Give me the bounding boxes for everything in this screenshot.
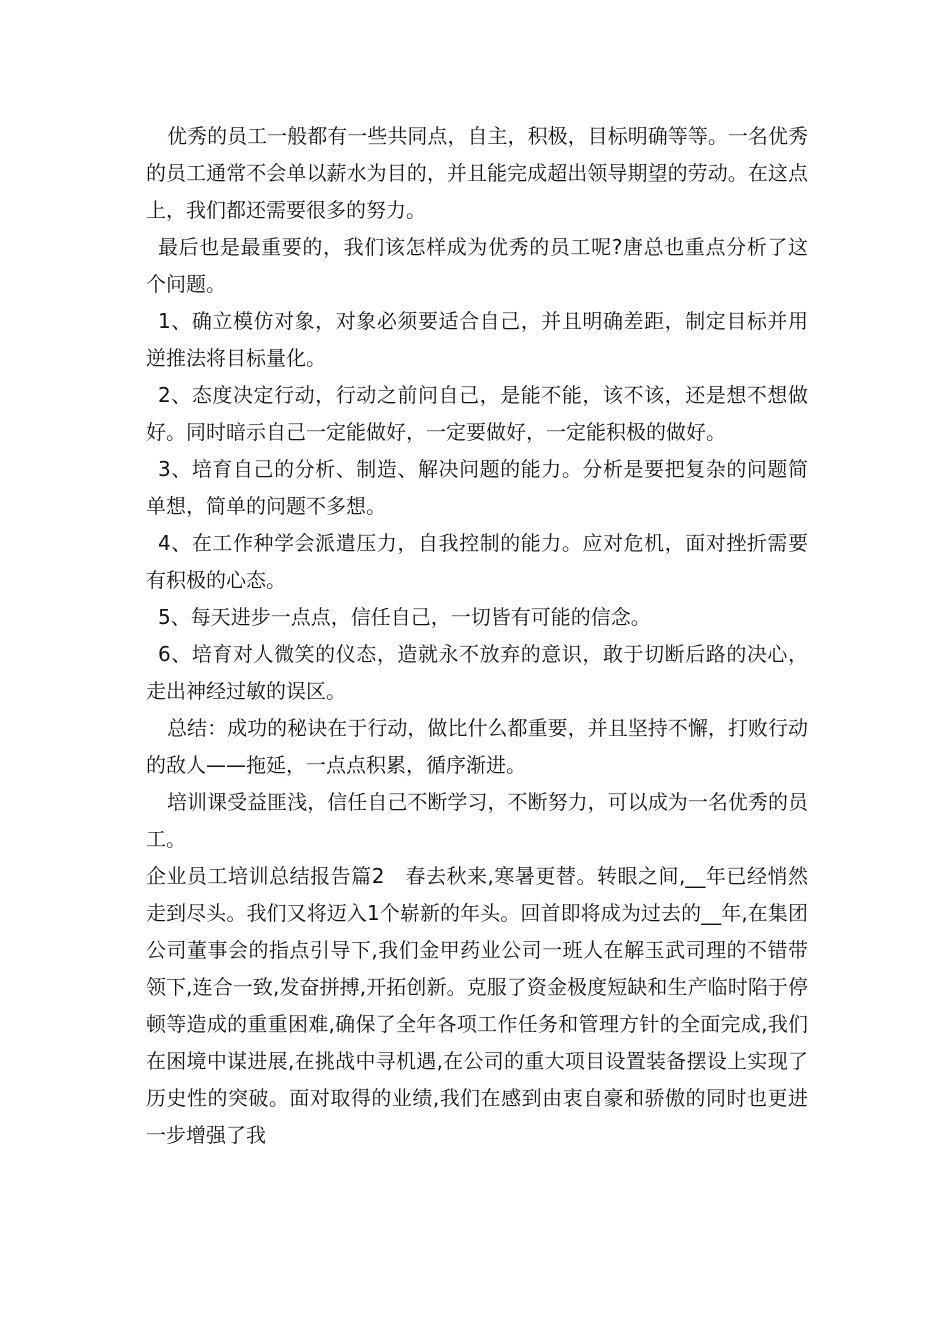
- paragraph-how-to-become: 最后也是最重要的，我们该怎样成为优秀的员工呢?唐总也重点分析了这个问题。: [146, 235, 808, 296]
- list-item-4: 4、在工作种学会派遣压力，自我控制的能力。应对危机，面对挫折需要有积极的心态。: [146, 531, 808, 592]
- list-item-3: 3、培育自己的分析、制造、解决问题的能力。分析是要把复杂的问题简单想，简单的问题不多想。: [146, 457, 808, 518]
- list-item-6: 6、培育对人微笑的仪态，造就永不放弃的意识，敢于切断后路的决心，走出神经过敏的误区。: [146, 642, 808, 703]
- list-item-2: 2、态度决定行动，行动之前问自己，是能不能，该不该，还是想不想做好。同时暗示自己一定能做好，一定要做好，一定能积极的做好。: [146, 383, 808, 444]
- paragraph-summary: 总结：成功的秘诀在于行动，做比什么都重要，并且坚持不懈，打败行动的敌人——拖延，一点点积累，循序渐进。: [146, 716, 808, 777]
- paragraph-conclusion: 培训课受益匪浅，信任自己不断学习，不断努力，可以成为一名优秀的员工。: [146, 790, 808, 851]
- document-page: [146, 118, 808, 1154]
- paragraph-report-part-2: 企业员工培训总结报告篇2 春去秋来,寒暑更替。转眼之间,__年已经悄然走到尽头。我们又将迈入1个崭新的年头。回首即将成为过去的__年,在集团公司董事会的指点引导下,我们金甲药业公司一班人在解玉武司理的不错带领下,连合一致,发奋拼搏,开拓创新。克服了资金极度短缺和生产临时陷于停顿等造成的重重困难,确保了全年各项工作任务和管理方针的全面完成,我们在困境中谋进展,在挑战中寻机遇,在公司的重大项目设置装备摆设上实现了历史性的突破。面对取得的业绩,我们在感到由衷自豪和骄傲的同时也更进一步增强了我: [146, 864, 808, 1147]
- list-item-1: 1、确立模仿对象，对象必须要适合自己，并且明确差距，制定目标并用逆推法将目标量化。: [146, 309, 808, 370]
- list-item-5: 5、每天进步一点点，信任自己，一切皆有可能的信念。: [158, 605, 651, 629]
- paragraph-excellent-employee: 优秀的员工一般都有一些共同点，自主，积极，目标明确等等。一名优秀的员工通常不会单以薪水为目的，并且能完成超出领导期望的劳动。在这点上，我们都还需要很多的努力。: [146, 124, 808, 222]
